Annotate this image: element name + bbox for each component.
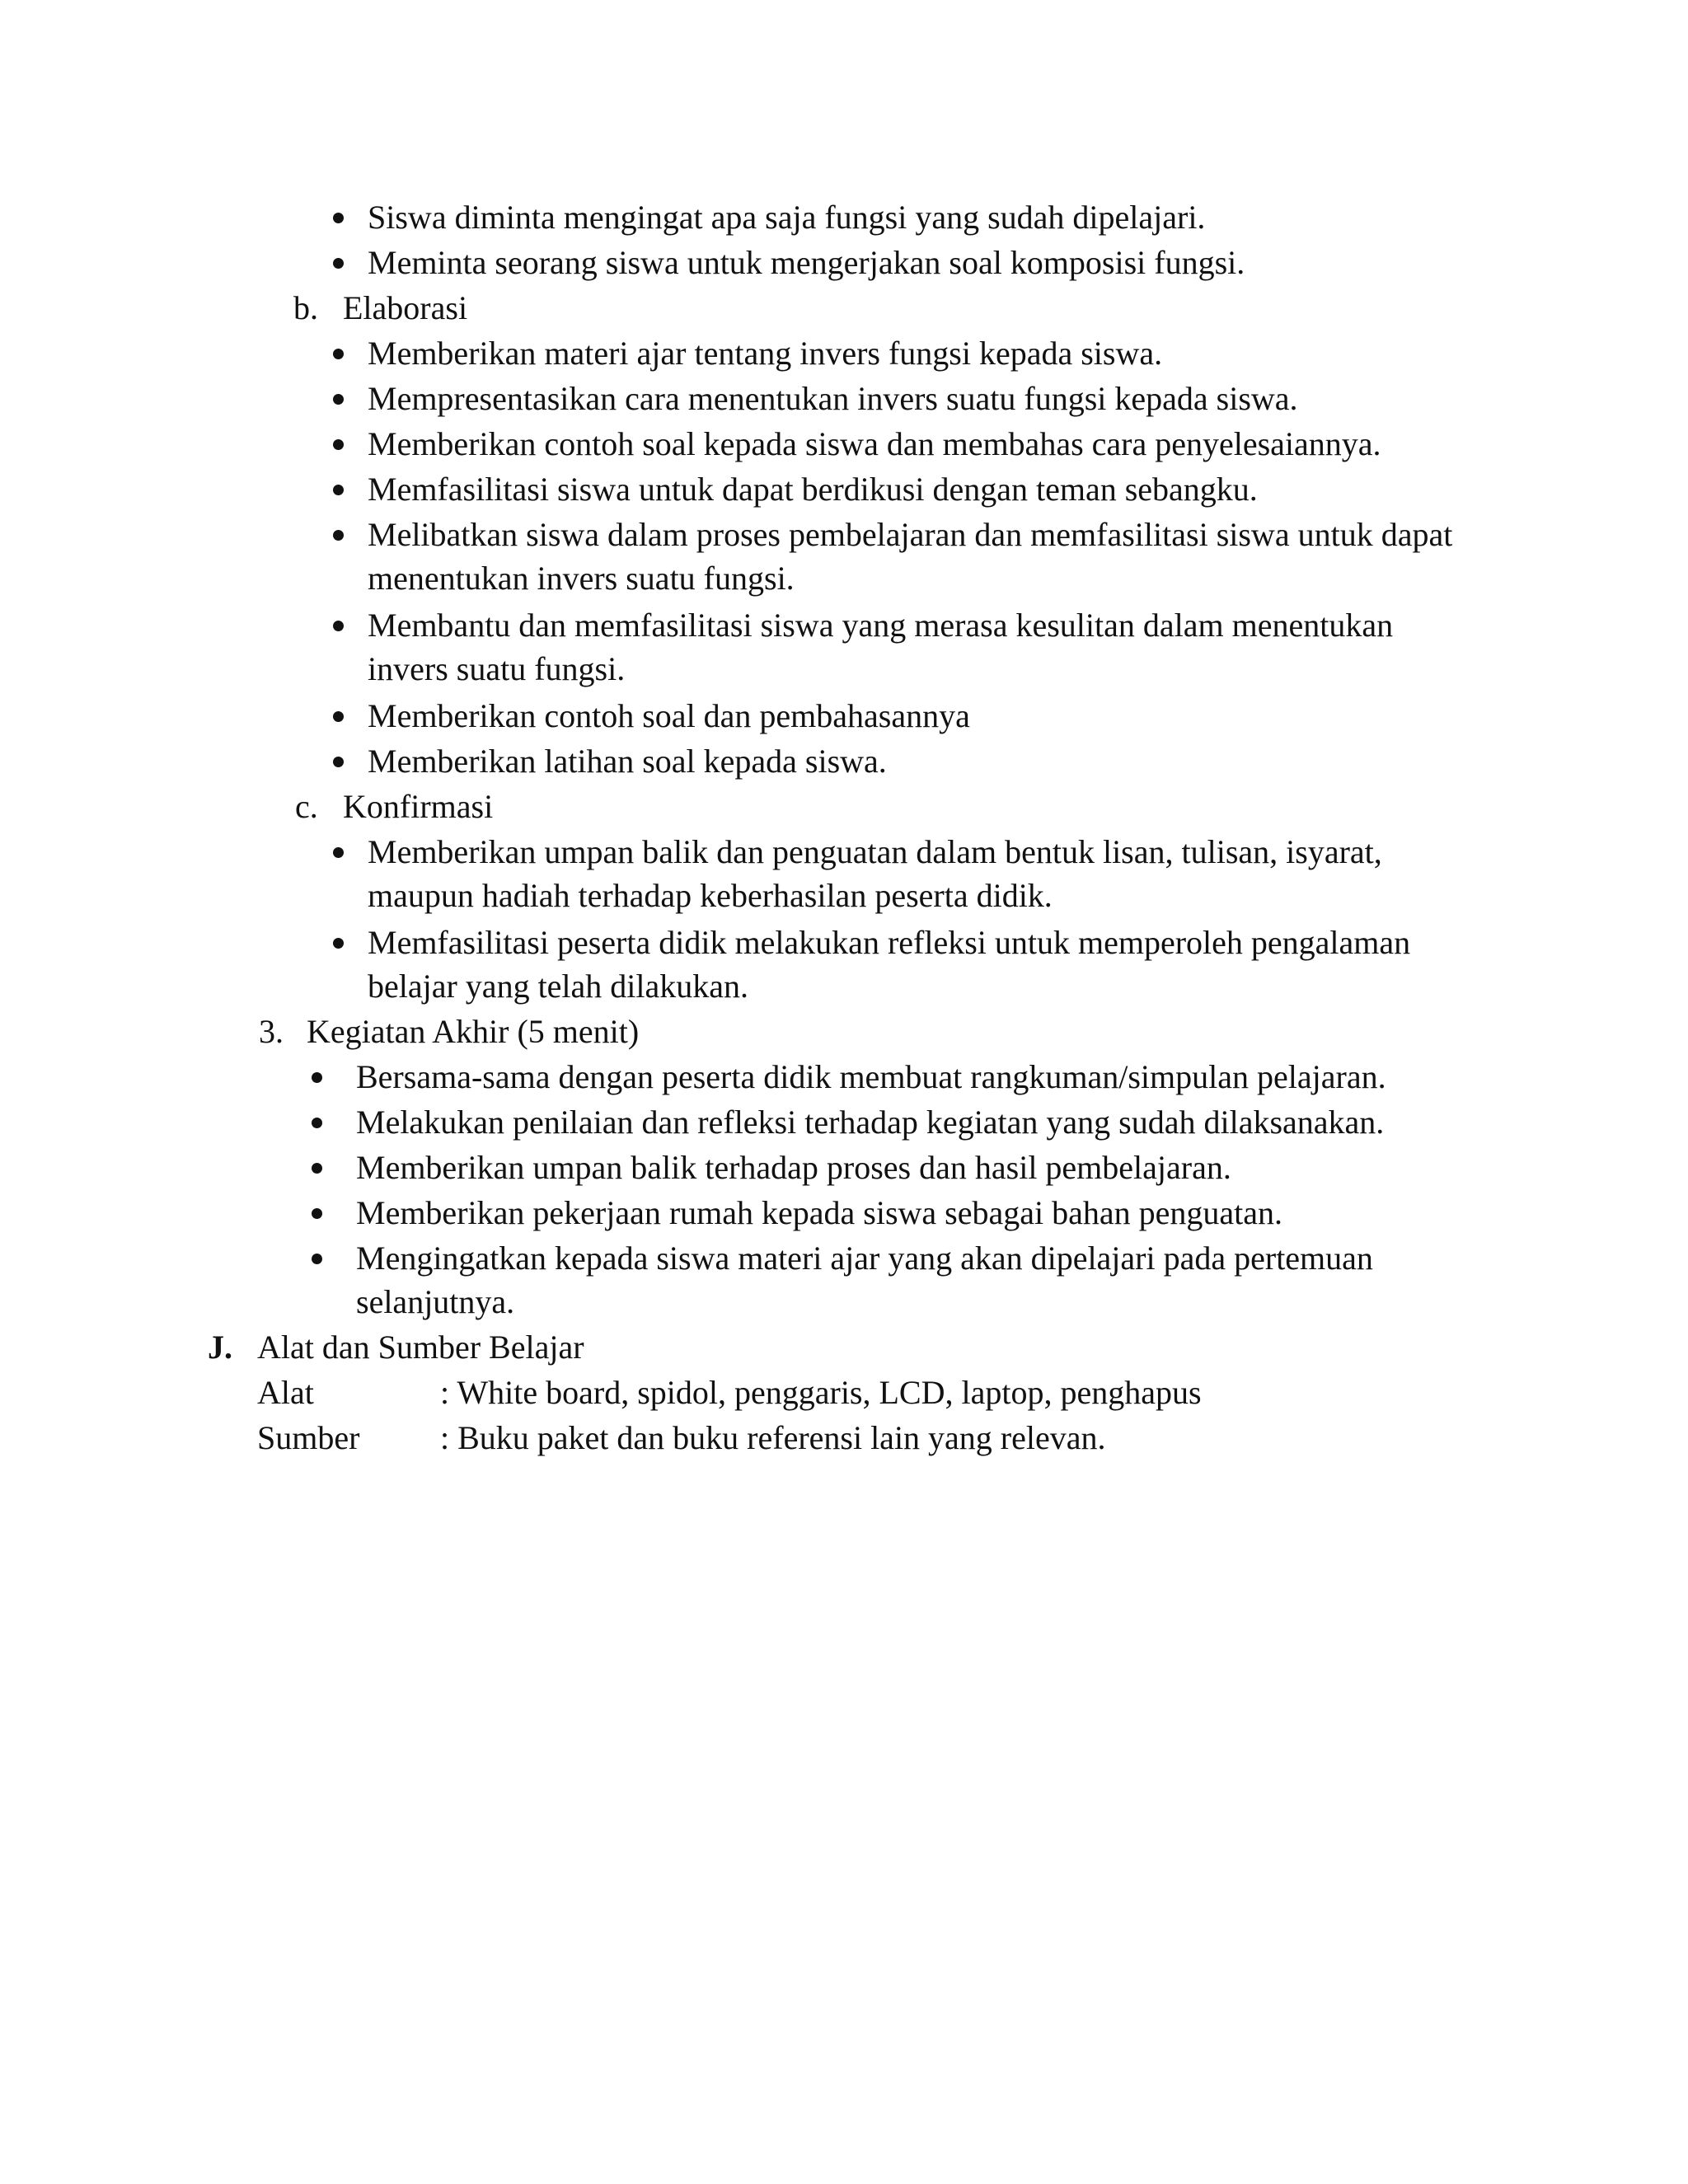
resource-label-sumber: Sumber bbox=[257, 1419, 360, 1456]
sublist-heading-konfirmasi: Konfirmasi bbox=[343, 788, 494, 825]
list-item: Mempresentasikan cara menentukan invers suatu fungsi kepada siswa. bbox=[368, 380, 1298, 417]
section-heading-alat-sumber: Alat dan Sumber Belajar bbox=[257, 1329, 584, 1366]
list-item: Melibatkan siswa dalam proses pembelajaran dan memfasilitasi siswa untuk dapat bbox=[368, 516, 1453, 553]
bullet-dot bbox=[312, 1208, 322, 1219]
list-item: Memfasilitasi peserta didik melakukan refleksi untuk memperoleh pengalaman bbox=[368, 924, 1411, 961]
list-item-continuation: maupun hadiah terhadap keberhasilan peserta didik. bbox=[368, 877, 1053, 914]
bullet-dot bbox=[333, 938, 344, 949]
list-item: Bersama-sama dengan peserta didik membuat rangkuman/simpulan pelajaran. bbox=[356, 1058, 1386, 1095]
resource-value-sumber: : Buku paket dan buku referensi lain yang relevan. bbox=[440, 1419, 1106, 1456]
list-item: Memberikan contoh soal kepada siswa dan membahas cara penyelesaiannya. bbox=[368, 425, 1381, 462]
list-heading-kegiatan-akhir: Kegiatan Akhir (5 menit) bbox=[307, 1013, 640, 1050]
bullet-dot bbox=[333, 621, 344, 631]
list-item-continuation: invers suatu fungsi. bbox=[368, 650, 626, 687]
bullet-dot bbox=[333, 439, 344, 450]
list-item-continuation: menentukan invers suatu fungsi. bbox=[368, 560, 795, 597]
list-item: Memberikan contoh soal dan pembahasannya bbox=[368, 697, 970, 734]
sublist-marker-b: b. bbox=[293, 289, 318, 326]
resource-label-alat: Alat bbox=[257, 1374, 314, 1411]
sublist-marker-c: c. bbox=[295, 788, 318, 825]
bullet-dot bbox=[312, 1118, 322, 1128]
bullet-dot bbox=[333, 349, 344, 359]
list-item: Membantu dan memfasilitasi siswa yang merasa kesulitan dalam menentukan bbox=[368, 607, 1394, 644]
list-marker-3: 3. bbox=[259, 1013, 284, 1050]
list-item: Memberikan pekerjaan rumah kepada siswa sebagai bahan penguatan. bbox=[356, 1194, 1282, 1231]
sublist-heading-elaborasi: Elaborasi bbox=[343, 289, 468, 326]
bullet-dot bbox=[333, 757, 344, 767]
list-item: Meminta seorang siswa untuk mengerjakan soal komposisi fungsi. bbox=[368, 244, 1245, 281]
bullet-dot bbox=[312, 1254, 322, 1264]
bullet-dot bbox=[333, 213, 344, 223]
bullet-dot bbox=[333, 394, 344, 405]
bullet-dot bbox=[333, 485, 344, 495]
list-item-continuation: belajar yang telah dilakukan. bbox=[368, 968, 749, 1005]
bullet-dot bbox=[312, 1163, 322, 1174]
list-item: Memberikan umpan balik terhadap proses dan hasil pembelajaran. bbox=[356, 1149, 1231, 1186]
bullet-dot bbox=[333, 711, 344, 722]
list-item: Melakukan penilaian dan refleksi terhadap kegiatan yang sudah dilaksanakan. bbox=[356, 1104, 1385, 1141]
list-item: Memberikan materi ajar tentang invers fungsi kepada siswa. bbox=[368, 335, 1163, 372]
bullet-dot bbox=[333, 258, 344, 269]
list-item: Siswa diminta mengingat apa saja fungsi yang sudah dipelajari. bbox=[368, 199, 1206, 236]
list-item: Memberikan umpan balik dan penguatan dalam bentuk lisan, tulisan, isyarat, bbox=[368, 833, 1382, 870]
resource-value-alat: : White board, spidol, penggaris, LCD, laptop, penghapus bbox=[440, 1374, 1202, 1411]
list-item: Memberikan latihan soal kepada siswa. bbox=[368, 743, 887, 780]
bullet-dot bbox=[333, 530, 344, 541]
list-item-continuation: selanjutnya. bbox=[356, 1283, 515, 1320]
section-marker-j: J. bbox=[208, 1329, 232, 1366]
bullet-dot bbox=[312, 1072, 322, 1083]
list-item: Memfasilitasi siswa untuk dapat berdikusi dengan teman sebangku. bbox=[368, 471, 1258, 508]
bullet-dot bbox=[333, 847, 344, 858]
list-item: Mengingatkan kepada siswa materi ajar yang akan dipelajari pada pertemuan bbox=[356, 1240, 1373, 1277]
